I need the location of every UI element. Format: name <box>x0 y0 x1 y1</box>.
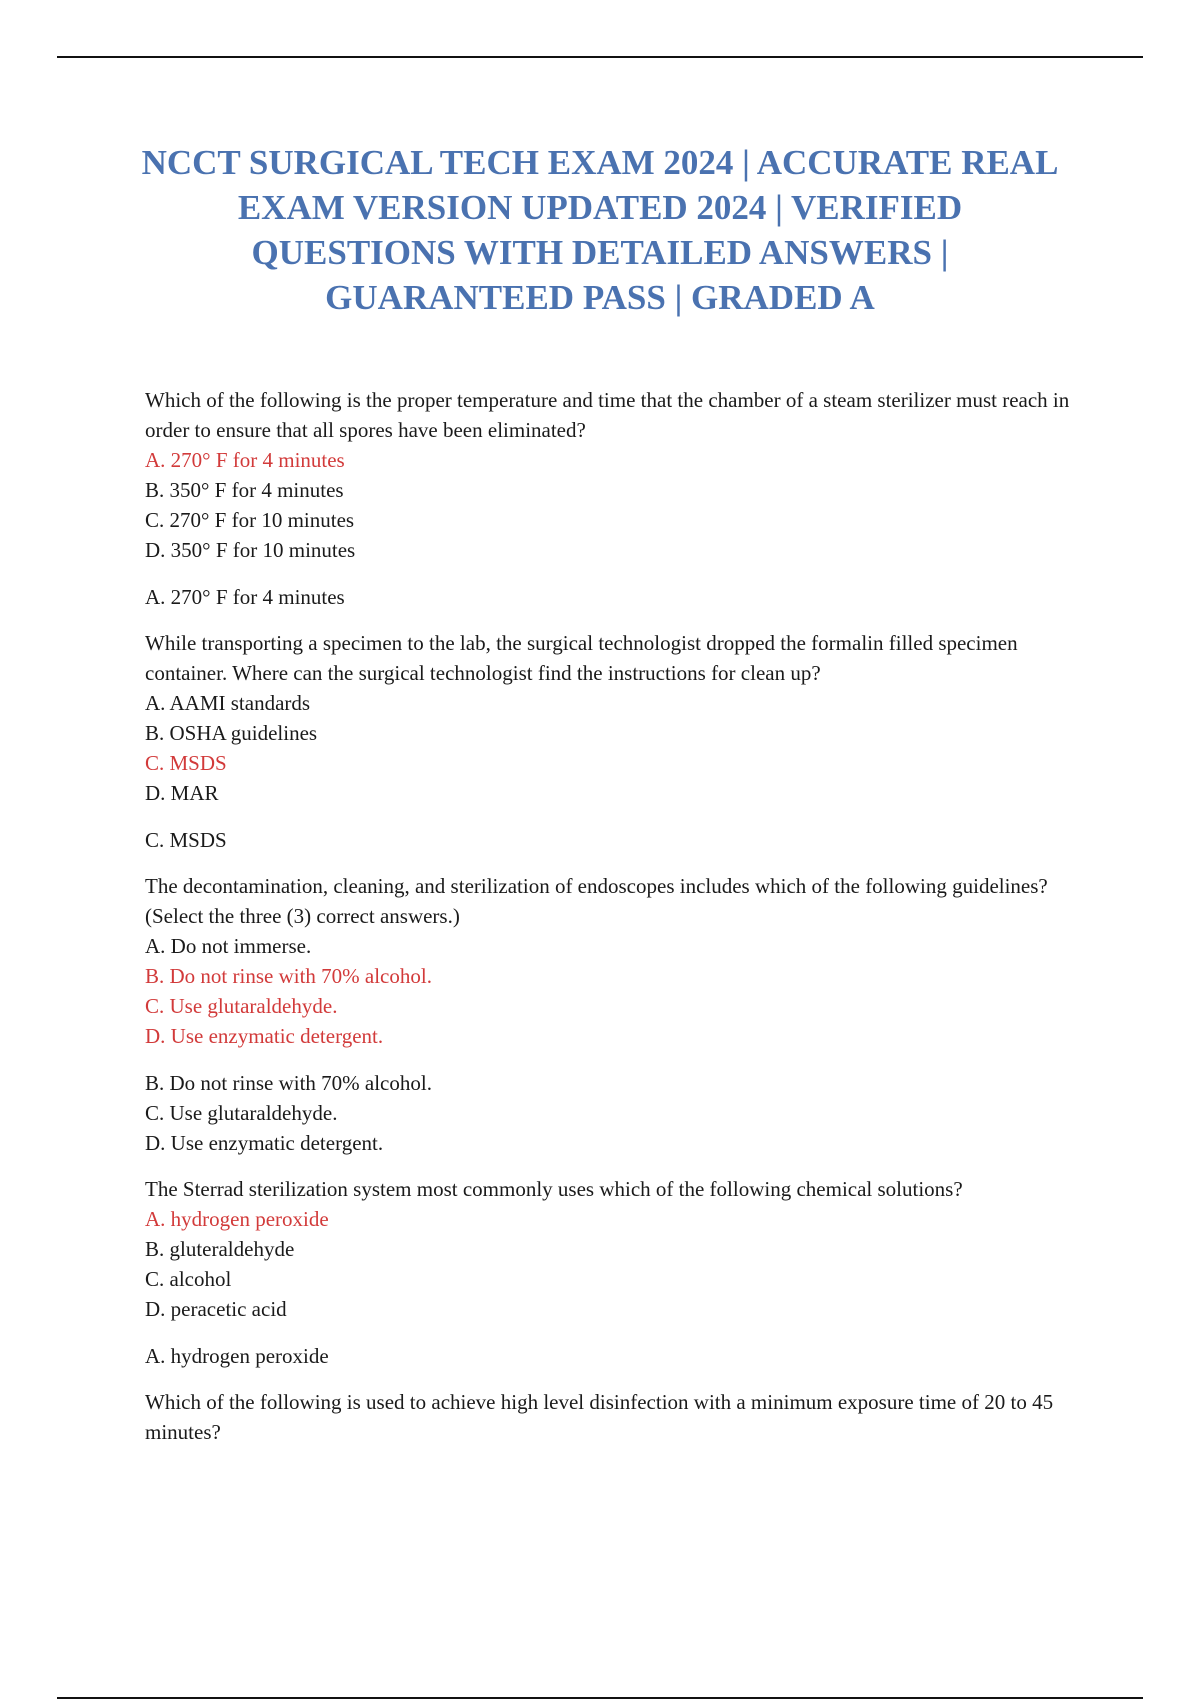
question-text: The Sterrad sterilization system most commonly uses which of the following chemical solutions? <box>145 1177 963 1201</box>
answer-text: B. Do not rinse with 70% alcohol. <box>145 1071 432 1095</box>
option-item: A. Do not immerse. <box>145 934 312 958</box>
option-item: B. 350° F for 4 minutes <box>145 478 344 502</box>
option-item: C. 270° F for 10 minutes <box>145 508 355 532</box>
question-block <box>145 1174 1095 1371</box>
document-title: NCCT SURGICAL TECH EXAM 2024 | ACCURATE REAL EXAM VERSION UPDATED 2024 | VERIFIED QUESTIONS WITH DETAILED ANSWERS | GUARANTEED PASS | GRADED A <box>141 143 1059 317</box>
option-item-correct: C. MSDS <box>145 751 227 775</box>
option-list <box>145 688 1095 808</box>
answer-list <box>145 1341 1095 1371</box>
option-item-correct: A. 270° F for 4 minutes <box>145 448 345 472</box>
option-item: D. MAR <box>145 781 219 805</box>
answer-text: A. hydrogen peroxide <box>145 1344 329 1368</box>
question-block <box>145 628 1095 855</box>
answer-text: C. MSDS <box>145 828 227 852</box>
answer-text: A. 270° F for 4 minutes <box>145 585 345 609</box>
question-text: The decontamination, cleaning, and sterilization of endoscopes includes which of the following guidelines? (Select the three (3) correct answers.) <box>145 874 1048 928</box>
bottom-rule <box>57 1697 1143 1699</box>
question-block <box>145 871 1095 1158</box>
question-block <box>145 1387 1095 1447</box>
option-list <box>145 931 1095 1051</box>
question-text: Which of the following is used to achieve high level disinfection with a minimum exposure time of 20 to 45 minutes? <box>145 1390 1054 1444</box>
answer-list <box>145 582 1095 612</box>
option-item-correct: C. Use glutaraldehyde. <box>145 994 338 1018</box>
option-item: D. peracetic acid <box>145 1297 287 1321</box>
answer-text: D. Use enzymatic detergent. <box>145 1131 384 1155</box>
question-list <box>145 385 1095 1447</box>
question-text: While transporting a specimen to the lab, the surgical technologist dropped the formalin filled specimen container. Where can the surgical technologist find the instructions for clean up? <box>145 631 1018 685</box>
option-item-correct: A. hydrogen peroxide <box>145 1207 329 1231</box>
option-item: D. 350° F for 10 minutes <box>145 538 356 562</box>
option-item-correct: D. Use enzymatic detergent. <box>145 1024 384 1048</box>
answer-text: C. Use glutaraldehyde. <box>145 1101 338 1125</box>
option-item: A. AAMI standards <box>145 691 311 715</box>
answer-list <box>145 825 1095 855</box>
option-item-correct: B. Do not rinse with 70% alcohol. <box>145 964 432 988</box>
top-rule <box>57 56 1143 58</box>
option-item: B. OSHA guidelines <box>145 721 318 745</box>
option-list <box>145 445 1095 565</box>
question-block <box>145 385 1095 612</box>
option-item: B. gluteraldehyde <box>145 1237 295 1261</box>
option-list <box>145 1204 1095 1324</box>
option-item: C. alcohol <box>145 1267 232 1291</box>
question-text: Which of the following is the proper temperature and time that the chamber of a steam sterilizer must reach in order to ensure that all spores have been eliminated? <box>145 388 1070 442</box>
answer-list <box>145 1068 1095 1158</box>
